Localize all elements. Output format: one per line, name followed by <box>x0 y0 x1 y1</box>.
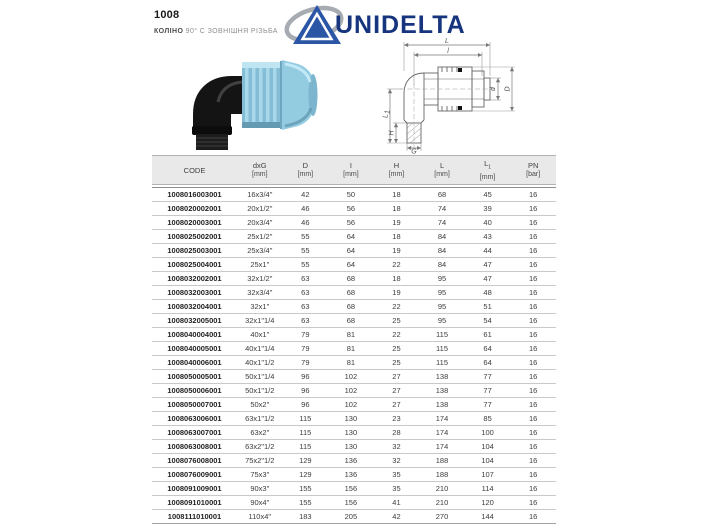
table-row <box>152 271 556 285</box>
cell-value: 16 <box>510 495 556 509</box>
cell-value: 35 <box>374 481 420 495</box>
cell-value: 16 <box>510 453 556 467</box>
cell-value: 16 <box>510 341 556 355</box>
cell-value: 84 <box>419 243 465 257</box>
cell-value: 155 <box>283 481 329 495</box>
cell-value: 210 <box>419 481 465 495</box>
cell-code: 1008063008001 <box>152 439 237 453</box>
table-row <box>152 495 556 509</box>
column-header-dxg: dxG [mm] <box>237 156 283 185</box>
cell-value: 50x2" <box>237 397 283 411</box>
cell-value: 23 <box>374 411 420 425</box>
table-row <box>152 215 556 229</box>
column-header-i: I [mm] <box>328 156 374 185</box>
cell-value: 47 <box>465 271 511 285</box>
cell-value: 96 <box>283 383 329 397</box>
cell-value: 120 <box>465 495 511 509</box>
table-row <box>152 355 556 369</box>
table-row <box>152 341 556 355</box>
column-header-code: CODE <box>152 156 237 185</box>
cell-value: 44 <box>465 243 511 257</box>
cell-value: 16 <box>510 257 556 271</box>
cell-value: 46 <box>283 215 329 229</box>
cell-code: 1008025004001 <box>152 257 237 271</box>
cell-value: 48 <box>465 285 511 299</box>
cell-code: 1008111010001 <box>152 509 237 523</box>
cell-value: 16 <box>510 285 556 299</box>
cell-value: 174 <box>419 411 465 425</box>
table-row <box>152 425 556 439</box>
cell-value: 16 <box>510 299 556 313</box>
table-row <box>152 257 556 271</box>
cell-code: 1008091010001 <box>152 495 237 509</box>
cell-value: 138 <box>419 369 465 383</box>
cell-value: 16 <box>510 411 556 425</box>
cell-value: 63 <box>283 271 329 285</box>
cell-value: 64 <box>465 355 511 369</box>
dim-label-D: D <box>504 86 512 92</box>
cell-value: 43 <box>465 229 511 243</box>
cell-value: 115 <box>419 341 465 355</box>
cell-value: 90x3" <box>237 481 283 495</box>
cell-value: 51 <box>465 299 511 313</box>
cell-value: 104 <box>465 453 511 467</box>
dim-label-L: L <box>445 38 449 45</box>
dim-label-d: d <box>490 87 497 91</box>
dim-label-L1-sub: 1 <box>384 110 392 114</box>
cell-value: 270 <box>419 509 465 523</box>
column-header-h: H [mm] <box>374 156 420 185</box>
cell-value: 22 <box>374 257 420 271</box>
cell-value: 63x2"1/2 <box>237 439 283 453</box>
cell-value: 130 <box>328 439 374 453</box>
cell-value: 63 <box>283 285 329 299</box>
cell-value: 54 <box>465 313 511 327</box>
cell-code: 1008063006001 <box>152 411 237 425</box>
cell-code: 1008032004001 <box>152 299 237 313</box>
cell-value: 40 <box>465 215 511 229</box>
cell-code: 1008032002001 <box>152 271 237 285</box>
cell-code: 1008040005001 <box>152 341 237 355</box>
table-head <box>152 156 556 188</box>
cell-value: 32x1" <box>237 299 283 313</box>
cell-code: 1008025002001 <box>152 229 237 243</box>
cell-value: 144 <box>465 509 511 523</box>
table-row <box>152 299 556 313</box>
cell-value: 95 <box>419 299 465 313</box>
cell-value: 16 <box>510 481 556 495</box>
cell-code: 1008020002001 <box>152 201 237 215</box>
cell-value: 25 <box>374 355 420 369</box>
cell-code: 1008076009001 <box>152 467 237 481</box>
cell-code: 1008032005001 <box>152 313 237 327</box>
table-row <box>152 397 556 411</box>
cell-value: 50x1"1/4 <box>237 369 283 383</box>
cell-value: 74 <box>419 201 465 215</box>
table-row <box>152 327 556 341</box>
title-block <box>154 9 278 35</box>
column-header-l: $L_1$ [mm] <box>465 156 511 185</box>
table-row <box>152 439 556 453</box>
cell-value: 50 <box>328 187 374 201</box>
extension-lines <box>384 42 515 151</box>
table-row <box>152 229 556 243</box>
cell-value: 115 <box>283 425 329 439</box>
cell-value: 210 <box>419 495 465 509</box>
cell-value: 41 <box>374 495 420 509</box>
cell-value: 18 <box>374 229 420 243</box>
cell-value: 27 <box>374 383 420 397</box>
technical-drawing <box>366 38 526 154</box>
cell-value: 22 <box>374 299 420 313</box>
table-row <box>152 481 556 495</box>
cell-value: 68 <box>419 187 465 201</box>
cell-code: 1008091009001 <box>152 481 237 495</box>
cell-value: 188 <box>419 467 465 481</box>
cell-value: 95 <box>419 285 465 299</box>
cell-value: 16 <box>510 369 556 383</box>
cell-value: 68 <box>328 285 374 299</box>
table-row <box>152 467 556 481</box>
cell-value: 75x2"1/2 <box>237 453 283 467</box>
table-row <box>152 313 556 327</box>
cell-value: 32x1"1/4 <box>237 313 283 327</box>
table-row <box>152 453 556 467</box>
cell-value: 40x1" <box>237 327 283 341</box>
cell-value: 63x1"1/2 <box>237 411 283 425</box>
cell-value: 18 <box>374 187 420 201</box>
cell-value: 47 <box>465 257 511 271</box>
cell-value: 77 <box>465 397 511 411</box>
cell-value: 110x4" <box>237 509 283 523</box>
product-title-bold: КОЛІНО <box>154 28 184 35</box>
cell-value: 22 <box>374 327 420 341</box>
cell-value: 27 <box>374 369 420 383</box>
cell-value: 42 <box>283 187 329 201</box>
cell-code: 1008020003001 <box>152 215 237 229</box>
cell-code: 1008040006001 <box>152 355 237 369</box>
cell-code: 1008063007001 <box>152 425 237 439</box>
cell-value: 102 <box>328 397 374 411</box>
cell-value: 114 <box>465 481 511 495</box>
cell-value: 174 <box>419 439 465 453</box>
cell-value: 138 <box>419 383 465 397</box>
cell-value: 63 <box>283 313 329 327</box>
cell-value: 19 <box>374 243 420 257</box>
cell-value: 16 <box>510 425 556 439</box>
cell-value: 32 <box>374 453 420 467</box>
cell-value: 16 <box>510 397 556 411</box>
cell-value: 79 <box>283 355 329 369</box>
cell-value: 129 <box>283 467 329 481</box>
table-row <box>152 285 556 299</box>
cell-value: 129 <box>283 453 329 467</box>
cell-value: 64 <box>328 257 374 271</box>
logo-text: UNIDELTA <box>335 10 466 39</box>
cell-value: 64 <box>465 341 511 355</box>
cell-code: 1008050006001 <box>152 383 237 397</box>
cell-code: 1008050005001 <box>152 369 237 383</box>
cell-value: 16x3/4" <box>237 187 283 201</box>
dim-label-l: l <box>447 48 449 55</box>
cell-value: 96 <box>283 369 329 383</box>
cell-value: 16 <box>510 229 556 243</box>
cell-value: 39 <box>465 201 511 215</box>
cell-value: 96 <box>283 397 329 411</box>
elbow-body-icon <box>192 82 250 150</box>
cell-value: 84 <box>419 257 465 271</box>
cell-value: 18 <box>374 271 420 285</box>
spec-table-wrap <box>152 155 556 524</box>
column-header-d: D [mm] <box>283 156 329 185</box>
cell-value: 84 <box>419 229 465 243</box>
cell-value: 40x1"1/2 <box>237 355 283 369</box>
table-row <box>152 509 556 523</box>
cell-value: 56 <box>328 215 374 229</box>
cell-value: 55 <box>283 229 329 243</box>
cell-value: 81 <box>328 355 374 369</box>
fitting-outline <box>404 67 490 143</box>
product-photo <box>180 52 330 154</box>
cell-value: 25x3/4" <box>237 243 283 257</box>
cell-value: 16 <box>510 355 556 369</box>
cell-value: 16 <box>510 243 556 257</box>
table-row <box>152 187 556 201</box>
spec-table <box>152 155 556 524</box>
cell-value: 28 <box>374 425 420 439</box>
cell-value: 205 <box>328 509 374 523</box>
cell-value: 115 <box>283 411 329 425</box>
cell-value: 18 <box>374 201 420 215</box>
cell-value: 130 <box>328 425 374 439</box>
cell-code: 1008040004001 <box>152 327 237 341</box>
cell-value: 25x1" <box>237 257 283 271</box>
cell-value: 16 <box>510 467 556 481</box>
table-body <box>152 187 556 523</box>
cell-value: 136 <box>328 453 374 467</box>
cell-value: 64 <box>328 243 374 257</box>
cell-value: 68 <box>328 271 374 285</box>
cell-value: 155 <box>283 495 329 509</box>
cell-value: 77 <box>465 369 511 383</box>
cell-value: 68 <box>328 299 374 313</box>
cell-value: 115 <box>283 439 329 453</box>
cell-value: 61 <box>465 327 511 341</box>
cell-value: 19 <box>374 215 420 229</box>
cell-value: 115 <box>419 355 465 369</box>
cell-code: 1008076008001 <box>152 453 237 467</box>
column-header-pn: PN [bar] <box>510 156 556 185</box>
cell-value: 90x4" <box>237 495 283 509</box>
cell-value: 50x1"1/2 <box>237 383 283 397</box>
centerlines <box>400 84 496 148</box>
cell-value: 81 <box>328 341 374 355</box>
cell-value: 95 <box>419 271 465 285</box>
cell-value: 100 <box>465 425 511 439</box>
cell-value: 156 <box>328 495 374 509</box>
cell-value: 19 <box>374 285 420 299</box>
cell-value: 81 <box>328 327 374 341</box>
cell-value: 115 <box>419 327 465 341</box>
product-title <box>154 28 278 35</box>
cell-value: 16 <box>510 383 556 397</box>
dim-label-L1: L <box>382 114 390 118</box>
cell-code: 1008032003001 <box>152 285 237 299</box>
cell-value: 16 <box>510 327 556 341</box>
cell-value: 156 <box>328 481 374 495</box>
table-row <box>152 383 556 397</box>
product-code: 1008 <box>154 9 180 21</box>
cell-value: 138 <box>419 397 465 411</box>
cell-value: 25 <box>374 341 420 355</box>
cell-value: 136 <box>328 467 374 481</box>
cell-value: 75x3" <box>237 467 283 481</box>
table-row <box>152 411 556 425</box>
cell-value: 95 <box>419 313 465 327</box>
cell-value: 56 <box>328 201 374 215</box>
cell-value: 16 <box>510 271 556 285</box>
cell-value: 32x1/2" <box>237 271 283 285</box>
cell-value: 130 <box>328 411 374 425</box>
dimension-lines <box>390 45 512 148</box>
cell-value: 25 <box>374 313 420 327</box>
cell-value: 68 <box>328 313 374 327</box>
product-title-rest: 90° С ЗОВНІШНЯ РІЗЬБА <box>185 28 278 35</box>
cell-value: 32x3/4" <box>237 285 283 299</box>
cell-value: 74 <box>419 215 465 229</box>
cell-value: 20x1/2" <box>237 201 283 215</box>
table-row <box>152 369 556 383</box>
column-header-l: L [mm] <box>419 156 465 185</box>
dim-label-G: G <box>411 148 417 154</box>
cell-value: 55 <box>283 243 329 257</box>
cell-value: 104 <box>465 439 511 453</box>
header-row <box>152 156 556 185</box>
cell-value: 63 <box>283 299 329 313</box>
table-row <box>152 201 556 215</box>
cell-value: 25x1/2" <box>237 229 283 243</box>
cell-value: 16 <box>510 313 556 327</box>
cell-value: 16 <box>510 201 556 215</box>
cell-value: 32 <box>374 439 420 453</box>
cell-value: 16 <box>510 215 556 229</box>
cell-value: 79 <box>283 327 329 341</box>
cell-value: 55 <box>283 257 329 271</box>
cell-value: 42 <box>374 509 420 523</box>
cell-value: 102 <box>328 369 374 383</box>
cell-value: 85 <box>465 411 511 425</box>
cell-value: 174 <box>419 425 465 439</box>
table-row <box>152 243 556 257</box>
cell-code: 1008050007001 <box>152 397 237 411</box>
cell-code: 1008016003001 <box>152 187 237 201</box>
cell-value: 77 <box>465 383 511 397</box>
cell-value: 16 <box>510 439 556 453</box>
cell-value: 188 <box>419 453 465 467</box>
cell-value: 46 <box>283 201 329 215</box>
cell-value: 16 <box>510 509 556 523</box>
cell-value: 35 <box>374 467 420 481</box>
cell-code: 1008025003001 <box>152 243 237 257</box>
cell-value: 63x2" <box>237 425 283 439</box>
dim-label-H: H <box>388 130 396 136</box>
cell-value: 40x1"1/4 <box>237 341 283 355</box>
cell-value: 64 <box>328 229 374 243</box>
cell-value: 183 <box>283 509 329 523</box>
cell-value: 27 <box>374 397 420 411</box>
compression-nut-icon <box>242 60 318 130</box>
cell-value: 102 <box>328 383 374 397</box>
cell-value: 16 <box>510 187 556 201</box>
cell-value: 79 <box>283 341 329 355</box>
cell-value: 107 <box>465 467 511 481</box>
cell-value: 45 <box>465 187 511 201</box>
cell-value: 20x3/4" <box>237 215 283 229</box>
